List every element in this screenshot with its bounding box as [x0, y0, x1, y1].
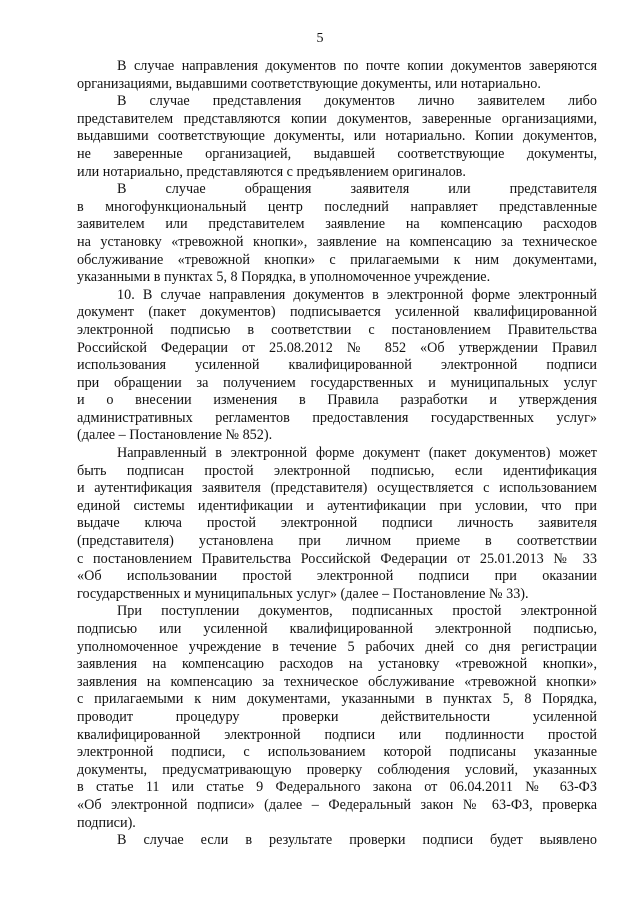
- text-line: заявления на компенсацию за техническое обслуживание «тревожной кнопки»: [77, 673, 597, 690]
- paragraph-check-result: [77, 832, 597, 850]
- text-line: административных регламентов предоставления государственных услуг»: [77, 409, 597, 426]
- paragraph-simple-signature: [77, 445, 597, 603]
- text-line: организациями, выдавшими соответствующие документы, или нотариально.: [77, 75, 541, 92]
- text-line: (представителя) установлена при личном приеме в соответствии: [77, 533, 597, 550]
- text-line: выдавшими соответствующие документы, или нотариально. Копии документов,: [77, 128, 597, 145]
- text-line: (далее – Постановление № 852).: [77, 427, 273, 444]
- paragraph-mfc: [77, 181, 597, 287]
- text-line: документ (пакет документов) подписывается усиленной квалифицированной: [77, 304, 597, 321]
- text-line: Российской Федерации от 25.08.2012 № 852 «Об утверждении Правил: [77, 339, 597, 356]
- text-line: электронной подписи, с использованием которой подписаны указанные: [77, 744, 597, 761]
- paragraph-personal-submission: [77, 93, 597, 181]
- text-line: указанными в пунктах 5, 8 Порядка, в уполномоченное учреждение.: [77, 269, 491, 286]
- text-line: при обращении за получением государственных и муниципальных услуг: [77, 374, 597, 391]
- text-line: государственных и муниципальных услуг» (далее – Постановление № 33).: [77, 585, 529, 602]
- text-line: и о внесении изменения в Правила разработки и утверждения: [77, 392, 597, 409]
- text-line: «Об использовании простой электронной подписи при оказании: [77, 568, 597, 585]
- paragraph-mail-copies: [77, 58, 597, 93]
- text-line: в статье 11 или статье 9 Федерального закона от 06.04.2011 № 63-ФЗ: [77, 779, 597, 796]
- text-line: 10. В случае направления документов в электронной форме электронный: [117, 286, 597, 303]
- text-line: В случае представления документов лично заявителем либо: [117, 93, 597, 110]
- text-line: выдаче ключа простой электронной подписи личность заявителя: [77, 515, 597, 532]
- text-line: с прилагаемыми к ним документами, указанными в пунктах 5, 8 Порядка,: [77, 691, 597, 708]
- text-line: использования усиленной квалифицированной электронной подписи: [77, 357, 597, 374]
- text-line: заявителем или представителем заявление на компенсацию расходов: [77, 216, 597, 233]
- text-line: или нотариально, представляются с предъявлением оригиналов.: [77, 163, 466, 180]
- text-line: электронной подписью в соответствии с постановлением Правительства: [77, 321, 597, 338]
- text-line: В случае направления документов по почте копии документов заверяются: [117, 58, 597, 74]
- text-line: проводит процедуру проверки действительности усиленной: [77, 708, 597, 725]
- document-body: [77, 58, 597, 850]
- text-line: При поступлении документов, подписанных простой электронной: [117, 603, 597, 620]
- text-line: быть подписан простой электронной подписью, если идентификация: [77, 462, 597, 479]
- text-line: документы, предусматривающую проверку соблюдения условий, указанных: [77, 761, 597, 778]
- text-line: заявления на компенсацию расходов на установку «тревожной кнопки»,: [77, 656, 597, 673]
- text-line: уполномоченное учреждение в течение 5 рабочих дней со дня регистрации: [77, 638, 597, 655]
- text-line: не заверенные организацией, выдавшей соответствующие документы,: [77, 145, 597, 162]
- text-line: квалифицированной электронной подписи или подлинности простой: [77, 726, 597, 743]
- text-line: В случае обращения заявителя или представителя: [117, 181, 597, 198]
- text-line: Направленный в электронной форме документ (пакет документов) может: [117, 445, 597, 462]
- text-line: «Об электронной подписи» (далее – Федеральный закон № 63-ФЗ, проверка: [77, 796, 597, 813]
- text-line: на установку «тревожной кнопки», заявление на компенсацию за техническое: [77, 233, 597, 250]
- paragraph-item-10: [77, 287, 597, 445]
- text-line: в многофункциональный центр последний направляет представленные: [77, 198, 597, 215]
- text-line: единой системы идентификации и аутентификации при условии, что при: [77, 497, 597, 514]
- text-line: подписи).: [77, 814, 136, 831]
- text-line: подписью или усиленной квалифицированной электронной подписью,: [77, 621, 597, 637]
- page-number: 5: [316, 31, 324, 46]
- text-line: В случае если в результате проверки подписи будет выявлено: [117, 832, 597, 849]
- paragraph-signature-check: [77, 603, 597, 832]
- text-line: обслуживание «тревожной кнопки» с прилагаемыми к ним документами,: [77, 251, 597, 268]
- text-line: с постановлением Правительства Российской Федерации от 25.01.2013 № 33: [77, 550, 597, 567]
- text-line: и аутентификация заявителя (представителя) осуществляется с использованием: [77, 480, 597, 497]
- text-line: представителем представляются копии документов, заверенные организациями,: [77, 110, 597, 127]
